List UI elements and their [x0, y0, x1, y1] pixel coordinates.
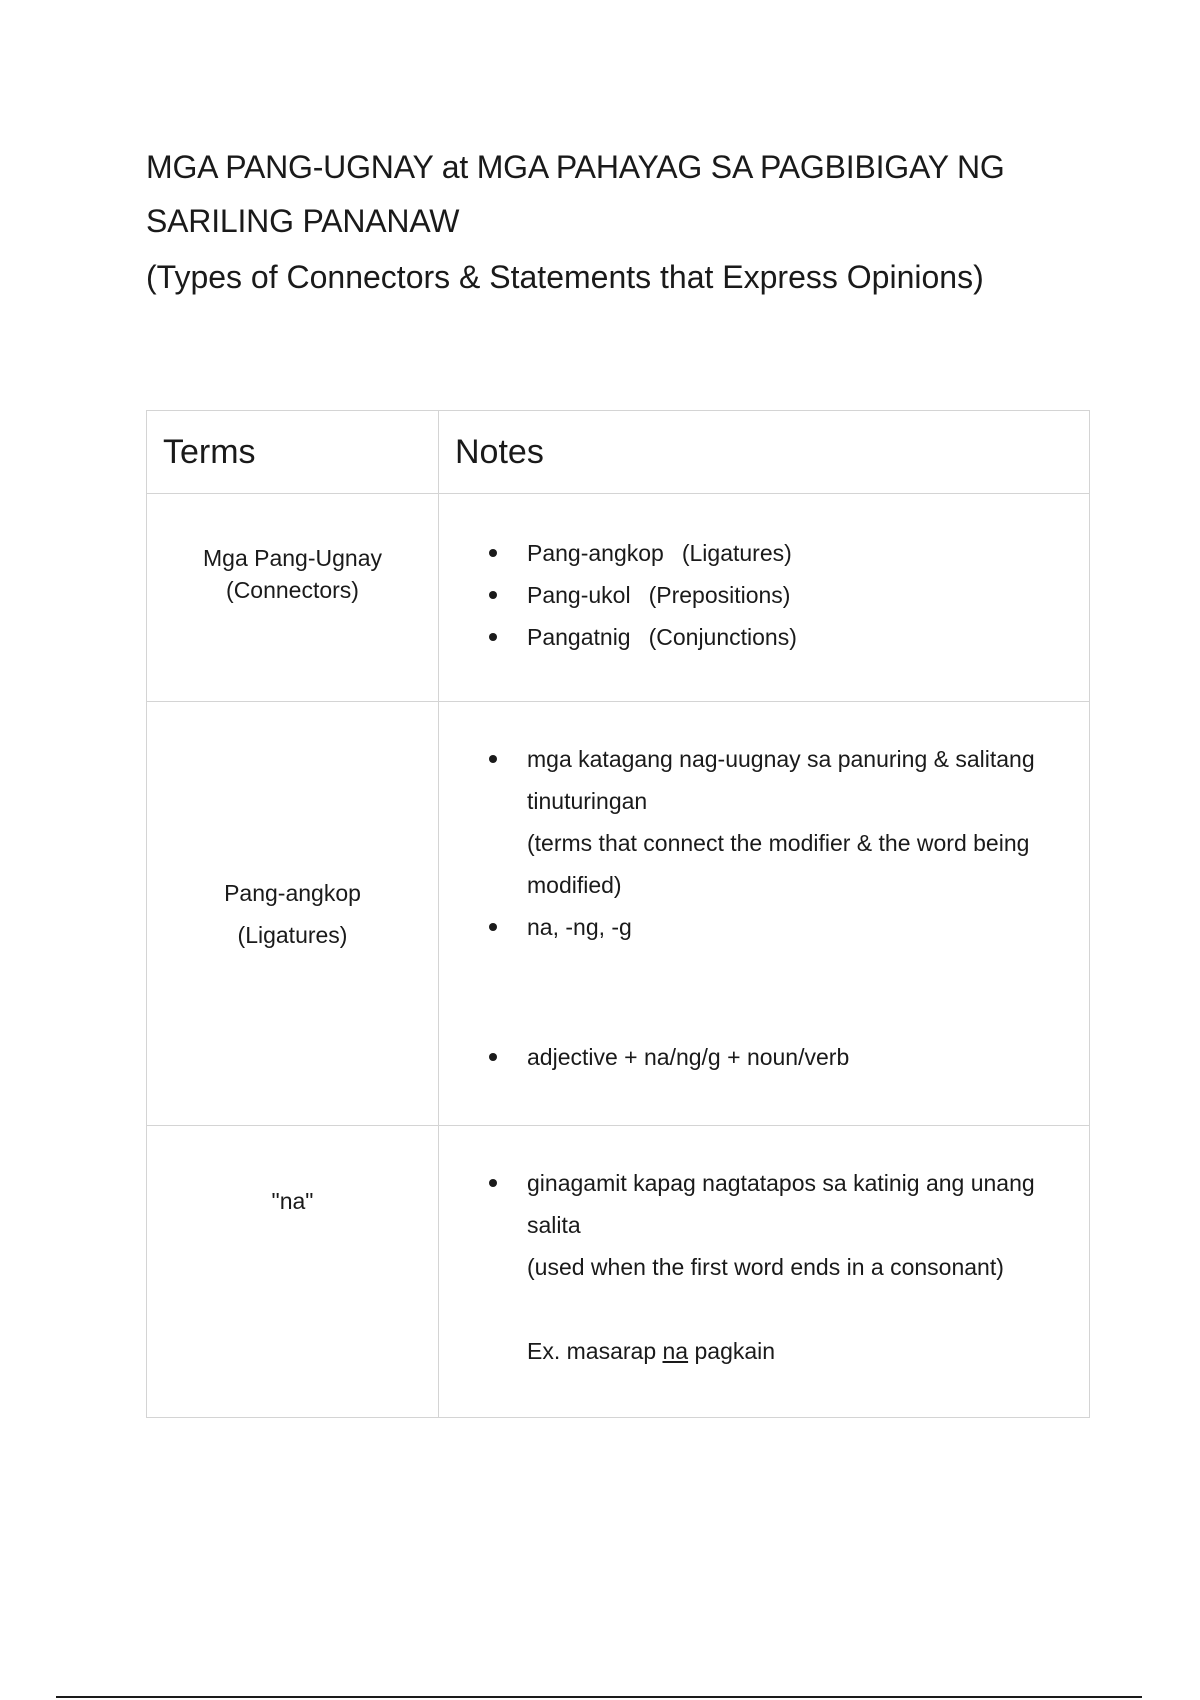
table-row — [147, 1126, 1090, 1418]
item-translation: (Conjunctions) — [648, 624, 797, 650]
ligature-pattern: adjective + na/ng/g + noun/verb — [527, 1044, 850, 1070]
example-line — [527, 1330, 1089, 1372]
table-header-row — [147, 411, 1090, 494]
item-translation: (Ligatures) — [681, 540, 792, 566]
header-notes: Notes — [439, 411, 1090, 494]
bullet-icon — [489, 1053, 497, 1061]
table-row — [147, 494, 1090, 702]
example-marker: na — [662, 1338, 689, 1364]
definition-english: (terms that connect the modifier & the word being — [527, 830, 1030, 856]
notes-cell-connectors — [439, 494, 1090, 702]
definition-tagalog: mga katagang nag-uugnay sa panuring & salitang — [527, 746, 1035, 772]
list-item — [489, 532, 1089, 574]
list-item — [489, 574, 1089, 616]
table-row — [147, 702, 1090, 1126]
bullet-icon — [489, 633, 497, 641]
list-item — [489, 1162, 1089, 1372]
definition-english-cont: modified) — [527, 872, 622, 898]
usage-tagalog: ginagamit kapag nagtatapos sa katinig ang unang — [527, 1170, 1035, 1196]
item-translation: (Prepositions) — [648, 582, 791, 608]
term-cell-connectors — [147, 494, 439, 702]
terms-notes-table — [146, 410, 1090, 1418]
notes-cell-ligatures — [439, 702, 1090, 1126]
bullet-icon — [489, 591, 497, 599]
term-connectors-label: Mga Pang-Ugnay — [203, 545, 382, 571]
item-term: Pang-ukol — [527, 582, 631, 608]
bullet-icon — [489, 549, 497, 557]
term-ligatures-label: Pang-angkop — [224, 879, 361, 906]
term-cell-ligatures — [147, 702, 439, 1126]
list-item — [489, 738, 1089, 906]
item-term: Pang-angkop — [527, 540, 664, 566]
usage-english: (used when the first word ends in a consonant) — [527, 1254, 1004, 1280]
example-suffix: pagkain — [694, 1338, 776, 1364]
usage-tagalog-cont: salita — [527, 1212, 581, 1238]
term-ligatures-translation: (Ligatures) — [237, 921, 348, 948]
document-title-block — [146, 140, 1126, 304]
notes-cell-na — [439, 1126, 1090, 1418]
bullet-icon — [489, 755, 497, 763]
document-title-line-1: MGA PANG-UGNAY at MGA PAHAYAG SA PAGBIBIGAY NG — [146, 149, 1005, 185]
term-cell-na — [147, 1126, 439, 1418]
item-term: Pangatnig — [527, 624, 631, 650]
footer-divider — [56, 1696, 1142, 1698]
header-terms: Terms — [147, 411, 439, 494]
bullet-icon — [489, 923, 497, 931]
example-prefix: Ex. masarap — [527, 1338, 657, 1364]
ligature-forms: na, -ng, -g — [527, 914, 632, 940]
list-item — [489, 616, 1089, 658]
term-na-label: "na" — [271, 1188, 314, 1214]
list-item — [489, 1036, 1089, 1078]
definition-tagalog-cont: tinuturingan — [527, 788, 648, 814]
bullet-icon — [489, 1179, 497, 1187]
ligatures-notes-list — [439, 738, 1089, 1078]
term-connectors-translation: (Connectors) — [226, 577, 359, 603]
list-item — [489, 906, 1089, 948]
document-subtitle: (Types of Connectors & Statements that Express Opinions) — [146, 259, 984, 295]
connector-types-list — [439, 532, 1089, 658]
na-notes-list — [439, 1162, 1089, 1372]
document-title-line-2: SARILING PANANAW — [146, 203, 460, 239]
